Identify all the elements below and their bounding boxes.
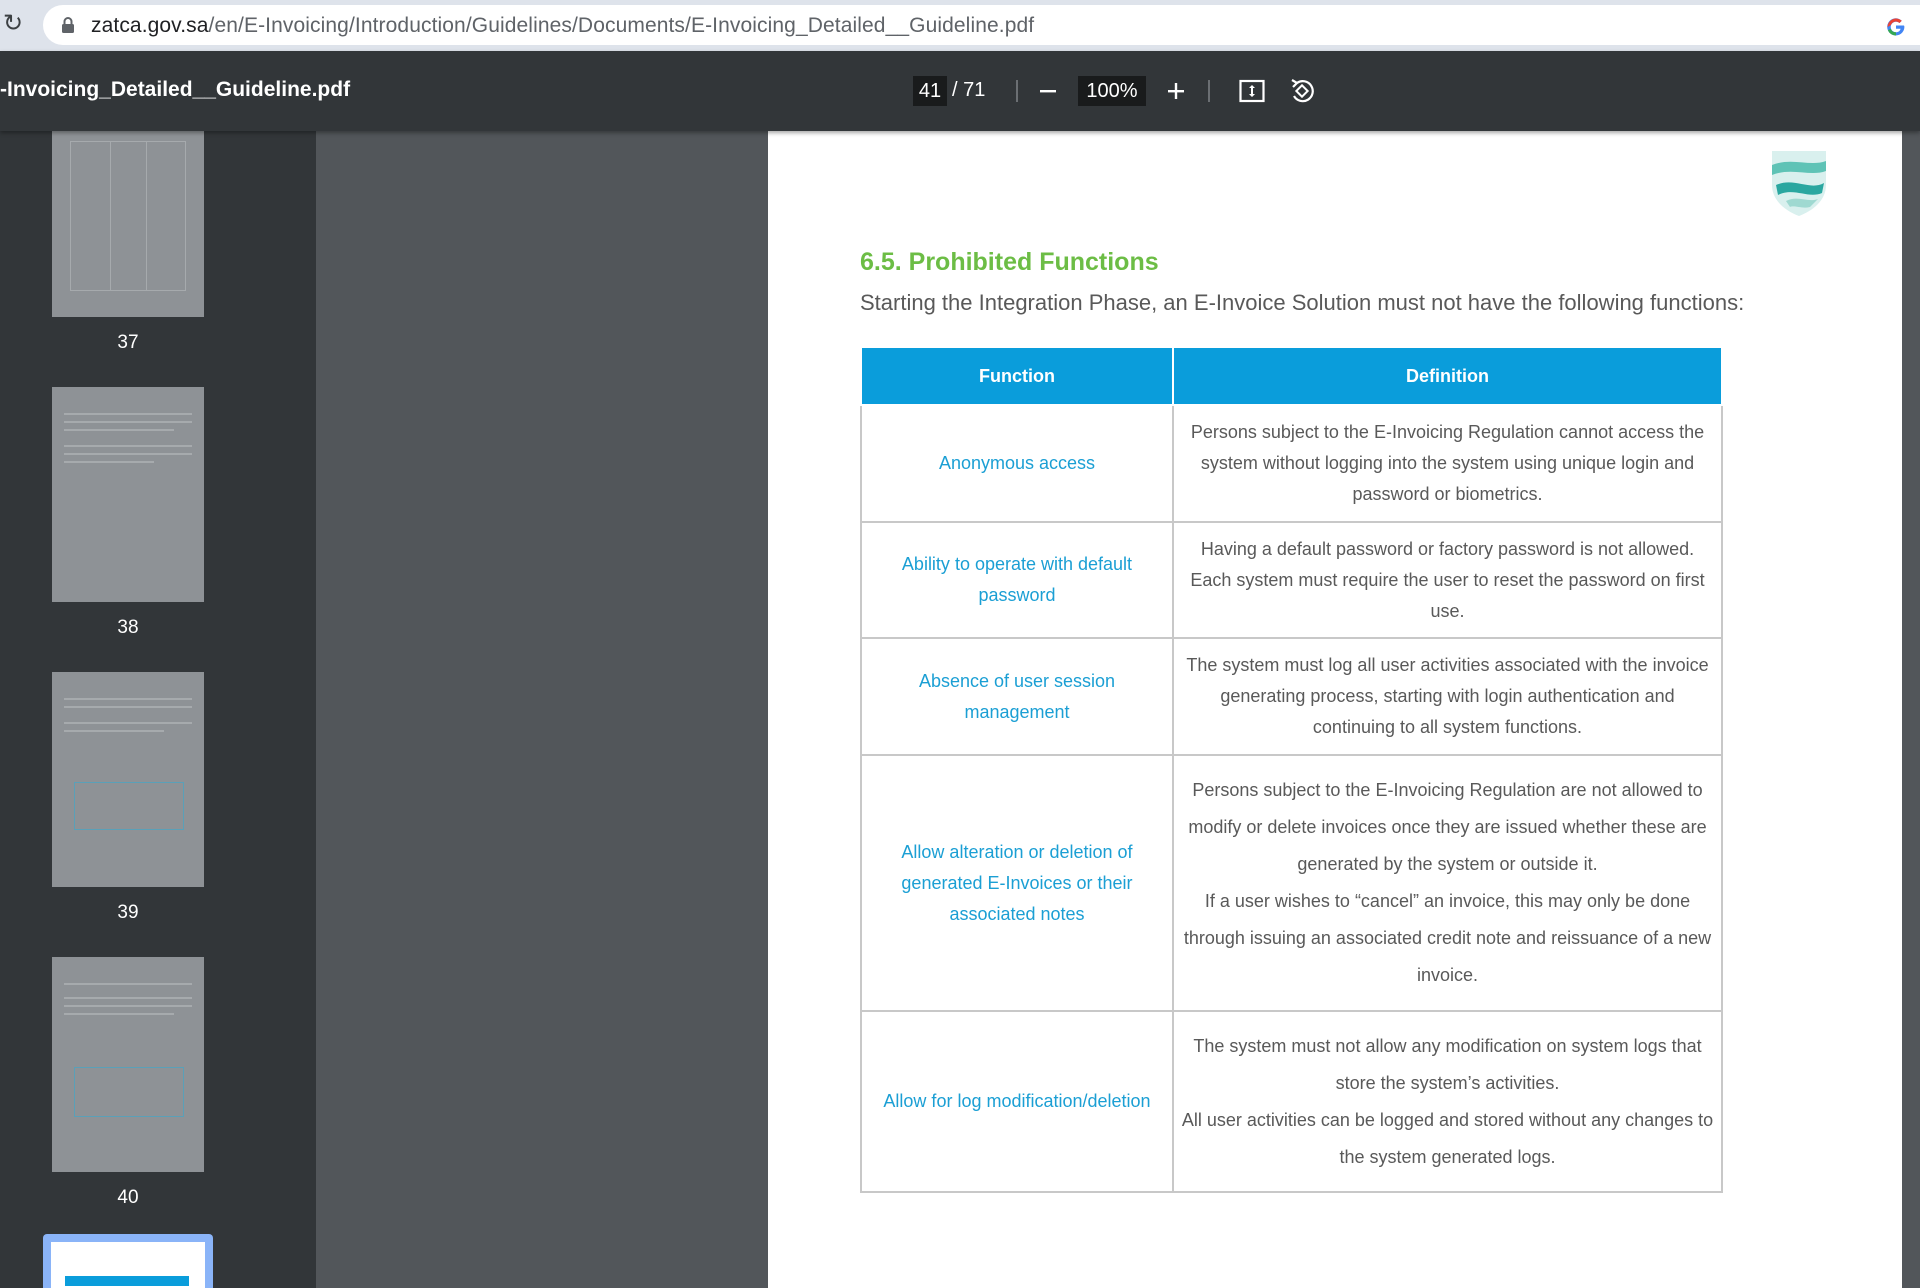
zatca-logo-icon [1766, 141, 1832, 217]
current-page-thumbnail[interactable] [43, 1234, 213, 1288]
rotate-icon [1288, 77, 1316, 105]
thumbnail-diagram [74, 1067, 184, 1117]
page-number-input[interactable]: 41 [913, 76, 947, 106]
definition-paragraph: If a user wishes to “cancel” an invoice, this may only be done through issuing an associated credit note and reissuance of a new invoice. [1183, 891, 1712, 985]
function-cell: Ability to operate with default password [861, 522, 1173, 638]
url-host: zatca.gov.sa [91, 14, 209, 37]
thumbnail-line [64, 413, 192, 415]
toolbar-divider [1016, 80, 1018, 102]
table-row [861, 1011, 1722, 1192]
thumbnail-line [64, 698, 192, 700]
column-header-function: Function [861, 347, 1173, 405]
table-row [861, 405, 1722, 522]
thumbnail-label: 38 [117, 617, 139, 638]
table-row [861, 522, 1722, 638]
thumbnail-line [64, 461, 154, 463]
thumbnail-line [64, 722, 192, 724]
thumbnail-line [64, 1013, 174, 1015]
function-cell: Allow for log modification/deletion [861, 1011, 1173, 1192]
google-lens-icon[interactable] [1885, 16, 1907, 38]
thumbnail-table-header [65, 1276, 189, 1286]
section-title: 6.5. Prohibited Functions [860, 248, 1159, 276]
thumbnail-line [64, 706, 192, 708]
definition-paragraph: All user activities can be logged and stored without any changes to the system generated logs. [1181, 1109, 1714, 1167]
zoom-level-input[interactable]: 100% [1078, 76, 1146, 106]
thumbnail-table-outline [70, 141, 186, 291]
browser-bar [0, 0, 1920, 51]
thumbnail-label: 39 [117, 902, 139, 923]
document-title: -Invoicing_Detailed__Guideline.pdf [0, 78, 351, 101]
thumbnail-diagram [74, 782, 184, 830]
definition-paragraph: Persons subject to the E-Invoicing Regulation are not allowed to modify or delete invoices once they are issued whether these are generated by the system or outside it. [1188, 780, 1707, 874]
table-row [861, 755, 1722, 1011]
prohibited-functions-table [860, 346, 1723, 1193]
page-thumbnail[interactable] [52, 957, 204, 1172]
page-thumbnail[interactable] [52, 131, 204, 317]
definition-cell [1173, 1011, 1722, 1192]
thumbnail-line [64, 1005, 192, 1007]
viewer-scroll-area[interactable] [1902, 131, 1920, 1288]
page-total: / 71 [952, 79, 986, 101]
thumbnail-line [110, 141, 111, 291]
fit-page-icon [1239, 79, 1265, 103]
function-cell: Allow alteration or deletion of generated E-Invoices or their associated notes [861, 755, 1173, 1011]
reload-icon[interactable]: ↻ [2, 10, 24, 37]
address-bar[interactable] [43, 5, 1920, 45]
rotate-button[interactable] [1284, 73, 1320, 109]
thumbnail-label: 40 [117, 1187, 139, 1208]
definition-cell: Having a default password or factory password is not allowed. Each system must require the user to reset the password on first use. [1173, 522, 1722, 638]
pdf-toolbar [0, 51, 1920, 131]
thumbnail-line [64, 983, 192, 985]
zoom-in-button[interactable] [1158, 73, 1194, 109]
current-page-thumbnail-preview [51, 1242, 205, 1288]
thumbnail-line [64, 730, 164, 732]
thumbnail-line [64, 997, 192, 999]
thumbnail-line [64, 429, 174, 431]
table-row [861, 638, 1722, 755]
column-header-definition: Definition [1173, 347, 1722, 405]
function-cell: Anonymous access [861, 405, 1173, 522]
fit-to-page-button[interactable] [1234, 73, 1270, 109]
toolbar-divider [1208, 80, 1210, 102]
thumbnail-label: 37 [117, 332, 139, 353]
minus-icon [1038, 81, 1058, 101]
section-intro: Starting the Integration Phase, an E-Invoice Solution must not have the following functions: [860, 290, 1745, 315]
thumbnail-sidebar[interactable] [0, 131, 316, 1288]
definition-cell: The system must log all user activities associated with the invoice generating process, starting with login authentication and continuing to all system functions. [1173, 638, 1722, 755]
definition-cell [1173, 755, 1722, 1011]
thumbnail-line [64, 421, 192, 423]
table-header-row [861, 347, 1722, 405]
lock-icon[interactable] [61, 17, 75, 33]
thumbnail-line [64, 453, 192, 455]
definition-cell: Persons subject to the E-Invoicing Regulation cannot access the system without logging into the system using unique login and password or biometrics. [1173, 405, 1722, 522]
definition-paragraph: The system must not allow any modification on system logs that store the system’s activities. [1193, 1035, 1702, 1093]
pdf-page [768, 131, 1902, 1288]
zoom-out-button[interactable] [1030, 73, 1066, 109]
thumbnail-line [64, 445, 192, 447]
url-text[interactable] [91, 14, 1034, 38]
thumbnail-line [146, 141, 147, 291]
plus-icon [1166, 81, 1186, 101]
page-thumbnail[interactable] [52, 672, 204, 887]
page-thumbnail[interactable] [52, 387, 204, 602]
function-cell: Absence of user session management [861, 638, 1173, 755]
url-path: /en/E-Invoicing/Introduction/Guidelines/Documents/E-Invoicing_Detailed__Guideline.pdf [208, 14, 1035, 37]
